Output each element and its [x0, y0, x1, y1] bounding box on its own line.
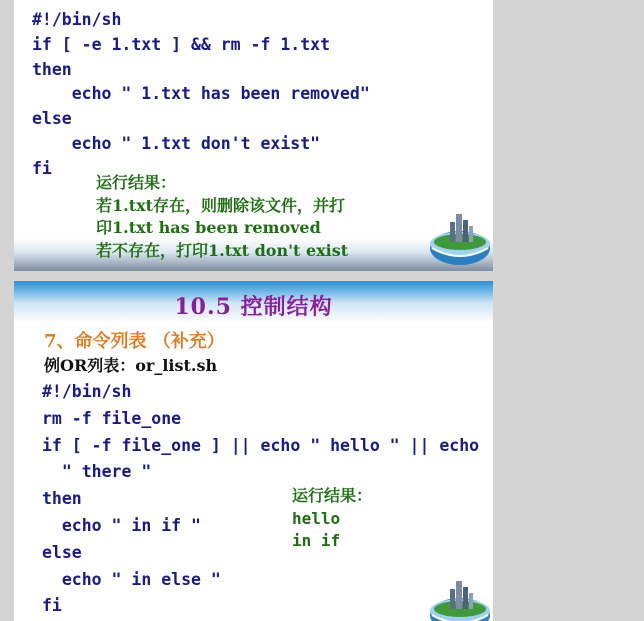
result-line: 印1.txt has been removed: [96, 218, 321, 237]
slide-top: [14, 0, 493, 271]
code-line: if [ -e 1.txt ] && rm -f 1.txt: [32, 34, 331, 54]
or-list-script-code: [42, 379, 479, 620]
result-line: hello: [292, 508, 341, 528]
run-result-text: [96, 172, 348, 262]
city-globe-icon: [428, 204, 492, 268]
city-globe-icon: [428, 571, 492, 621]
code-line: " there ": [42, 462, 152, 482]
code-line: then: [32, 59, 72, 79]
code-line: echo " 1.txt don't exist": [32, 133, 321, 153]
slide-bottom: [14, 281, 493, 621]
shell-script-code: [32, 8, 370, 182]
result-line: 运行结果：: [292, 486, 373, 505]
result-line: 运行结果：: [96, 173, 177, 192]
code-line: else: [42, 542, 82, 562]
result-line: in if: [292, 531, 341, 550]
example-label: 例OR列表：or_list.sh: [44, 356, 218, 375]
result-line: 若1.txt存在，则删除该文件，并打: [96, 195, 346, 215]
code-line: then: [42, 489, 82, 509]
code-line: #!/bin/sh: [32, 10, 122, 29]
code-line: echo " in else ": [42, 569, 221, 589]
slide-title: 10.5 控制结构: [174, 294, 333, 320]
code-line: else: [32, 109, 72, 129]
code-line: rm -f file_one: [42, 408, 182, 428]
code-line: fi: [42, 596, 62, 616]
run-result-text: [292, 485, 372, 553]
code-line: echo " 1.txt has been removed": [32, 84, 370, 104]
code-line: if [ -f file_one ] || echo " hello " || echo: [42, 435, 480, 455]
code-line: fi: [32, 158, 52, 178]
code-line: echo " in if ": [42, 515, 201, 535]
result-line: 若不存在，打印1.txt don't exist: [96, 240, 349, 260]
section-subtitle: 7、命令列表 （补充）: [44, 331, 225, 352]
code-line: #!/bin/sh: [42, 382, 132, 401]
